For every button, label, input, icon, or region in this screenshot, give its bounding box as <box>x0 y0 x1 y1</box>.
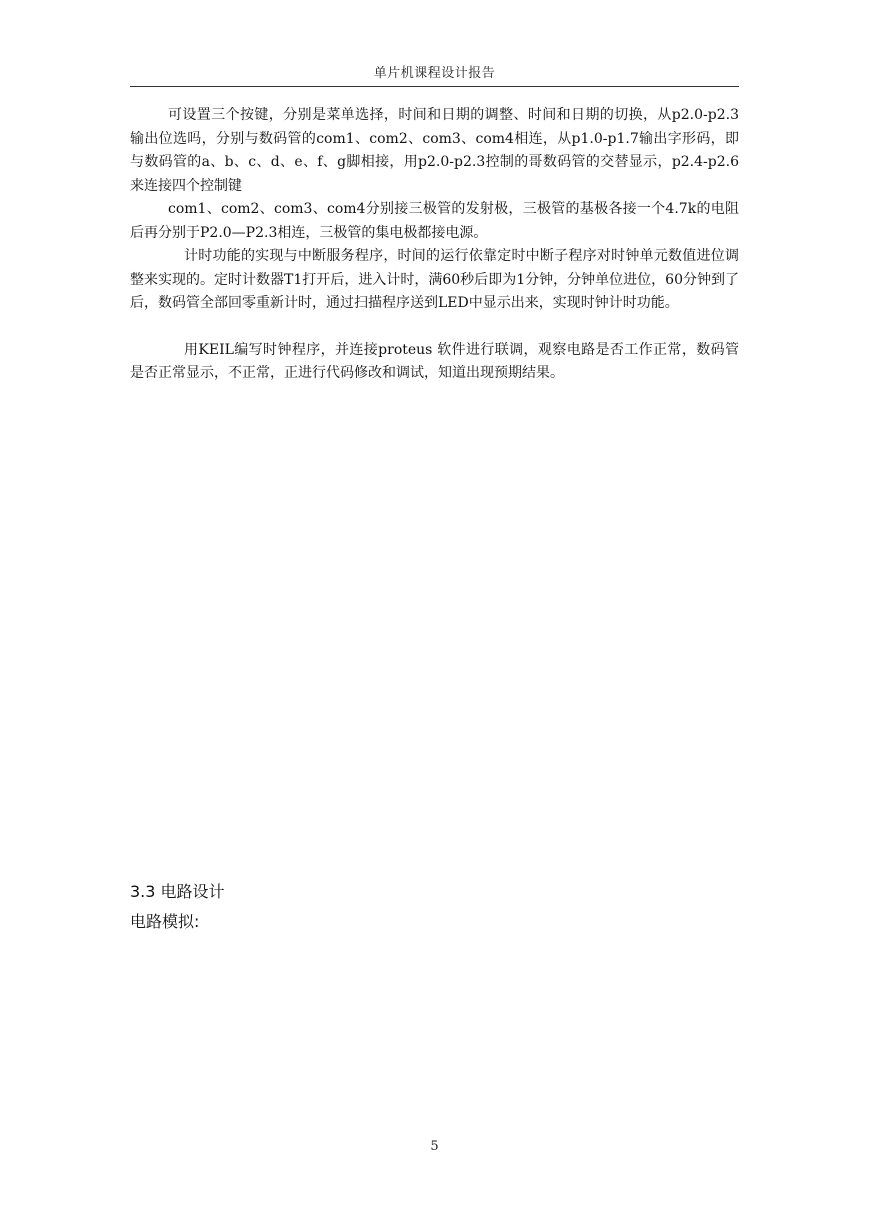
section-heading: 3.3 电路设计 <box>130 882 225 901</box>
body-text <box>130 104 739 386</box>
section-subheading: 电路模拟: <box>130 912 200 931</box>
page-number: 5 <box>430 1139 439 1154</box>
paragraph-buttons: 可设置三个按键，分别是菜单选择，时间和日期的调整、时间和日期的切换，从p2.0-p2.3输出位选吗，分别与数码管的com1、com2、com3、com4相连，从p1.0-p1.7输出字形码，即与数码管的a、b、c、d、e、f、g脚相接，用p2.0-p2.3控制的哥数码管的交替显示，p2.4-p2.6来连接四个控制键 <box>130 107 739 194</box>
page-header-title: 单片机课程设计报告 <box>373 66 496 81</box>
paragraph-spacer <box>130 316 739 339</box>
paragraph-keil: 用KEIL编写时钟程序，并连接proteus 软件进行联调，观察电路是否工作正常，数码管是否正常显示，不正常，正进行代码修改和调试，知道出现预期结果。 <box>130 341 739 381</box>
paragraph-timer: 计时功能的实现与中断服务程序，时间的运行依靠定时中断子程序对时钟单元数值进位调整来实现的。定时计数器T1打开后，进入计时，满60秒后即为1分钟，分钟单位进位，60分钟到了后，数码管全部回零重新计时，通过扫描程序送到LED中显示出来，实现时钟计时功能。 <box>130 248 739 311</box>
paragraph-transistors: com1、com2、com3、com4分别接三极管的发射极，三极管的基极各接一个4.7k的电阻后再分别于P2.0—P2.3相连，三极管的集电极都接电源。 <box>130 201 739 241</box>
header-divider <box>130 86 739 87</box>
